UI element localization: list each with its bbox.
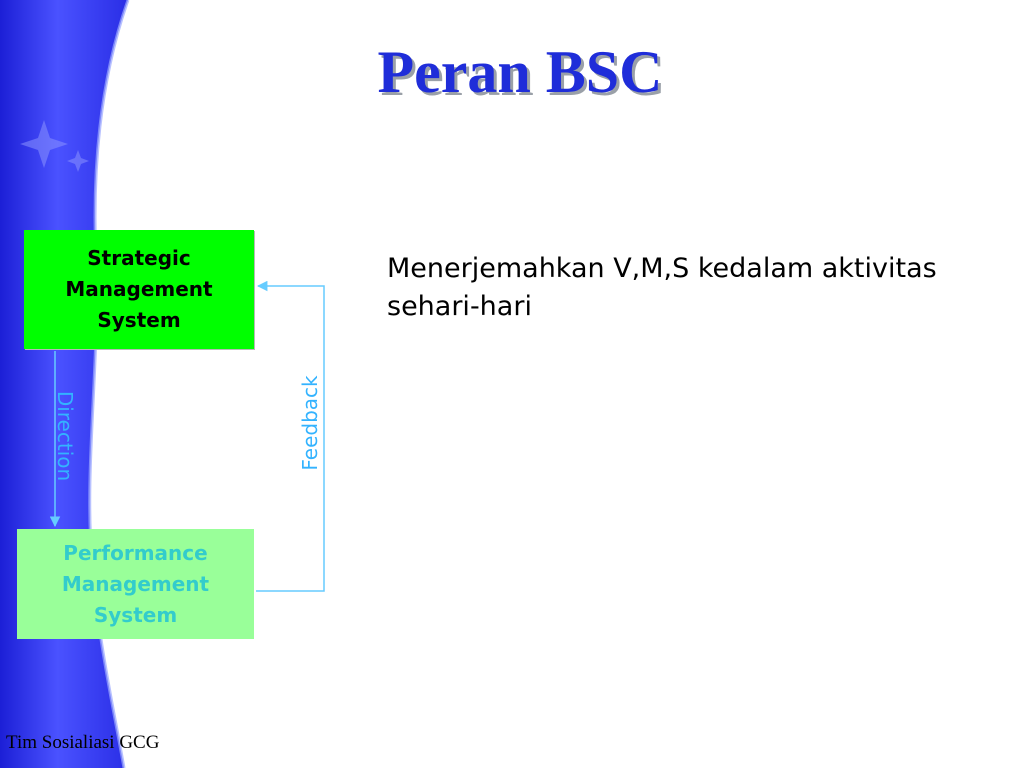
direction-label: Direction	[53, 390, 77, 482]
strategic-management-box: Strategic Management System	[24, 230, 254, 349]
description-text: Menerjemahkan V,M,S kedalam aktivitas sehari-hari	[387, 253, 937, 322]
page-title: Peran BSC	[377, 39, 663, 105]
feedback-label: Feedback	[298, 375, 322, 471]
footer-text: Tim Sosialiasi GCG	[6, 732, 160, 753]
performance-management-box: Performance Management System	[17, 529, 254, 639]
